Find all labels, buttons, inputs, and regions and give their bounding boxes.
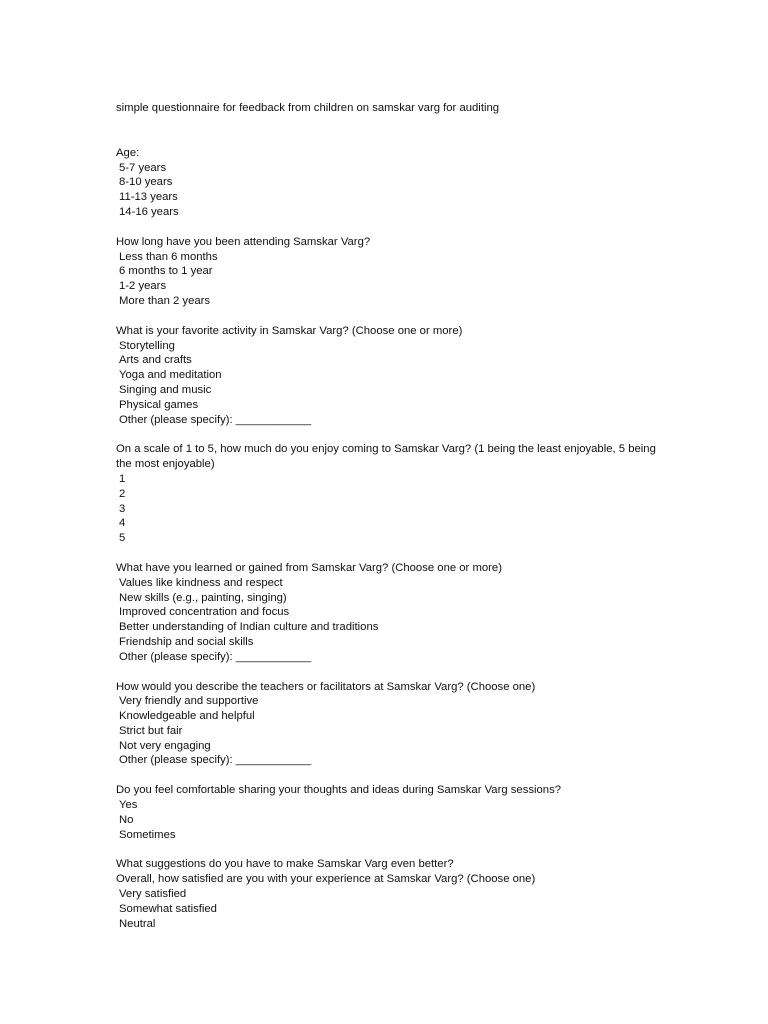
age-option-14-16: 14-16 years bbox=[119, 205, 179, 218]
enjoyment-scale-question: On a scale of 1 to 5, how much do you enjoy coming to Samskar Varg? (1 being the least enjoyable, 5 being the most enjoyable) bbox=[116, 443, 656, 471]
learning-section bbox=[116, 561, 656, 665]
learning-option-new-skills: New skills (e.g., painting, singing) bbox=[119, 591, 287, 604]
comfort-option-no: No bbox=[119, 813, 134, 826]
age-question: Age: bbox=[116, 146, 140, 159]
activity-option-arts-crafts: Arts and crafts bbox=[119, 354, 192, 367]
comfort-question: Do you feel comfortable sharing your thoughts and ideas during Samskar Varg sessions? bbox=[116, 784, 562, 797]
satisfaction-option-neutral: Neutral bbox=[119, 917, 156, 930]
activity-option-singing-music: Singing and music bbox=[119, 383, 212, 396]
teachers-option-strict: Strict but fair bbox=[119, 724, 183, 737]
satisfaction-section bbox=[116, 872, 656, 931]
age-option-11-13: 11-13 years bbox=[119, 191, 178, 204]
activity-option-physical-games: Physical games bbox=[119, 398, 199, 411]
satisfaction-option-somewhat-satisfied: Somewhat satisfied bbox=[119, 902, 217, 915]
learning-option-values: Values like kindness and respect bbox=[119, 576, 283, 589]
age-option-5-7: 5-7 years bbox=[119, 161, 167, 174]
teachers-option-knowledgeable: Knowledgeable and helpful bbox=[119, 710, 255, 723]
teachers-option-not-engaging: Not very engaging bbox=[119, 739, 211, 752]
activity-option-storytelling: Storytelling bbox=[119, 339, 175, 352]
enjoyment-option-3: 3 bbox=[119, 502, 126, 515]
teachers-section bbox=[116, 680, 656, 769]
age-section bbox=[116, 146, 656, 220]
comfort-option-yes: Yes bbox=[119, 799, 138, 812]
comfort-option-sometimes: Sometimes bbox=[119, 828, 176, 841]
satisfaction-option-very-satisfied: Very satisfied bbox=[119, 888, 187, 901]
suggestions-question: What suggestions do you have to make Samskar Varg even better? bbox=[116, 858, 454, 871]
learning-option-friendship: Friendship and social skills bbox=[119, 635, 254, 648]
attendance-option-1-2-years: 1-2 years bbox=[119, 280, 167, 293]
age-option-8-10: 8-10 years bbox=[119, 176, 173, 189]
document-title: simple questionnaire for feedback from children on samskar varg for auditing bbox=[116, 102, 500, 114]
teachers-option-other: Other (please specify): ____________ bbox=[119, 754, 312, 767]
learning-option-concentration: Improved concentration and focus bbox=[119, 606, 290, 619]
attendance-option-less-than-6-months: Less than 6 months bbox=[119, 250, 218, 263]
learning-option-other: Other (please specify): ____________ bbox=[119, 650, 312, 663]
teachers-question: How would you describe the teachers or facilitators at Samskar Varg? (Choose one) bbox=[116, 680, 536, 693]
enjoyment-option-1: 1 bbox=[119, 472, 126, 485]
favorite-activity-section bbox=[116, 324, 656, 428]
favorite-activity-question: What is your favorite activity in Samskar Varg? (Choose one or more) bbox=[116, 324, 463, 337]
enjoyment-option-2: 2 bbox=[119, 487, 126, 500]
teachers-option-friendly: Very friendly and supportive bbox=[119, 695, 259, 708]
suggestions-section bbox=[116, 857, 656, 872]
learning-question: What have you learned or gained from Samskar Varg? (Choose one or more) bbox=[116, 561, 502, 574]
learning-option-culture: Better understanding of Indian culture and traditions bbox=[119, 621, 379, 634]
enjoyment-option-5: 5 bbox=[119, 532, 126, 545]
attendance-question: How long have you been attending Samskar Varg? bbox=[116, 235, 371, 248]
satisfaction-question: Overall, how satisfied are you with your experience at Samskar Varg? (Choose one) bbox=[116, 873, 536, 886]
comfort-section bbox=[116, 783, 656, 842]
attendance-option-6-months-to-1-year: 6 months to 1 year bbox=[119, 265, 213, 278]
attendance-option-more-than-2-years: More than 2 years bbox=[119, 294, 211, 307]
enjoyment-scale-section bbox=[116, 442, 656, 546]
document-page bbox=[116, 101, 656, 946]
activity-option-other: Other (please specify): ____________ bbox=[119, 413, 312, 426]
activity-option-yoga-meditation: Yoga and meditation bbox=[119, 369, 222, 382]
attendance-section bbox=[116, 235, 656, 309]
enjoyment-option-4: 4 bbox=[119, 517, 126, 530]
